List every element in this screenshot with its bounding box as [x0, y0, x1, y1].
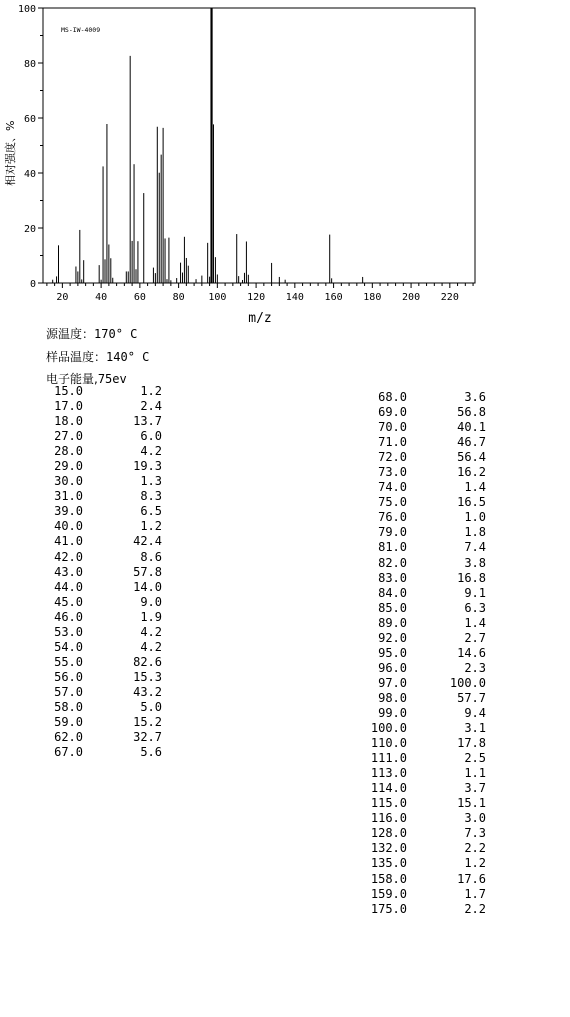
peak-mz: 72.0	[378, 450, 407, 465]
peak-intensity: 40.1	[457, 420, 486, 435]
peak-mz: 68.0	[378, 390, 407, 404]
peak-mz: 59.0	[54, 715, 83, 730]
peak-row	[360, 887, 486, 902]
peak-mz: 43.0	[54, 564, 83, 579]
peak-mz: 57.0	[54, 684, 83, 699]
peak-intensity: 1.2	[140, 384, 162, 398]
peak-row	[40, 655, 162, 670]
peak-row	[360, 721, 486, 736]
x-tick-label: 220	[440, 292, 459, 303]
peak-mz: 159.0	[370, 886, 407, 901]
peak-row	[40, 595, 162, 610]
peak-intensity: 1.3	[140, 474, 162, 489]
peak-row	[360, 872, 486, 887]
peak-intensity: 2.5	[464, 751, 486, 766]
peak-intensity: 15.3	[133, 669, 162, 684]
peak-intensity: 9.1	[464, 585, 486, 600]
peak-intensity: 8.3	[140, 489, 162, 504]
peak-intensity: 3.6	[464, 390, 486, 404]
peak-intensity: 1.8	[464, 525, 486, 540]
peak-row	[360, 435, 486, 450]
peak-row	[40, 399, 162, 414]
peak-mz: 96.0	[378, 660, 407, 675]
peak-row	[40, 429, 162, 444]
peak-mz: 97.0	[378, 675, 407, 690]
peak-intensity: 17.6	[457, 871, 486, 886]
peak-intensity: 82.6	[133, 654, 162, 669]
peak-intensity: 1.9	[140, 609, 162, 624]
peak-row	[360, 902, 486, 917]
peak-intensity: 1.4	[464, 480, 486, 495]
peak-intensity: 1.4	[464, 615, 486, 630]
peak-row	[360, 510, 486, 525]
peak-intensity: 16.5	[457, 495, 486, 510]
peak-intensity: 1.1	[464, 766, 486, 781]
peak-mz: 116.0	[370, 811, 407, 826]
x-tick-label: 60	[133, 292, 146, 303]
peak-intensity: 6.3	[464, 600, 486, 615]
peak-mz: 27.0	[54, 429, 83, 444]
peak-mz: 82.0	[378, 555, 407, 570]
peak-mz: 81.0	[378, 540, 407, 555]
peak-mz: 40.0	[54, 519, 83, 534]
peak-intensity: 16.8	[457, 570, 486, 585]
peak-mz: 58.0	[54, 699, 83, 714]
peak-mz: 44.0	[54, 579, 83, 594]
peak-row	[40, 610, 162, 625]
peak-mz: 29.0	[54, 459, 83, 474]
x-tick-label: 200	[402, 292, 421, 303]
peak-row	[360, 781, 486, 796]
y-axis-label: 相对强度、%	[4, 120, 17, 186]
peak-mz: 70.0	[378, 420, 407, 435]
peak-intensity: 1.0	[464, 510, 486, 525]
peak-row	[360, 571, 486, 586]
peak-mz: 75.0	[378, 495, 407, 510]
x-tick-label: 20	[56, 292, 69, 303]
peak-table-right	[360, 390, 486, 917]
peak-mz: 69.0	[378, 405, 407, 420]
x-tick-label: 40	[95, 292, 108, 303]
peak-row	[40, 384, 162, 399]
y-tick-label: 80	[23, 59, 36, 70]
peak-intensity: 1.2	[464, 856, 486, 871]
peak-row	[40, 715, 162, 730]
peak-intensity: 1.7	[464, 886, 486, 901]
peak-intensity: 5.0	[140, 699, 162, 714]
sample-temperature-value: 140° C	[106, 350, 150, 364]
peak-intensity: 2.7	[464, 630, 486, 645]
peak-intensity: 16.2	[457, 465, 486, 480]
peak-mz: 30.0	[54, 474, 83, 489]
peak-intensity: 3.1	[464, 721, 486, 736]
peak-mz: 158.0	[370, 871, 407, 886]
peak-row	[40, 489, 162, 504]
peak-intensity: 19.3	[133, 459, 162, 474]
peak-row	[360, 796, 486, 811]
peak-row	[40, 414, 162, 429]
peak-intensity: 14.6	[457, 645, 486, 660]
peak-row	[360, 525, 486, 540]
y-tick-label: 0	[29, 279, 36, 290]
peak-mz: 84.0	[378, 585, 407, 600]
peak-intensity: 5.6	[140, 745, 162, 760]
peak-mz: 45.0	[54, 594, 83, 609]
electron-energy-label: 电子能量,	[46, 372, 98, 386]
peak-mz: 56.0	[54, 669, 83, 684]
peak-row	[40, 640, 162, 655]
peak-mz: 31.0	[54, 489, 83, 504]
peak-mz: 113.0	[370, 766, 407, 781]
peak-row	[40, 474, 162, 489]
peak-row	[360, 841, 486, 856]
x-tick-label: 140	[285, 292, 304, 303]
peak-row	[360, 631, 486, 646]
peak-intensity: 4.2	[140, 624, 162, 639]
peak-intensity: 46.7	[457, 435, 486, 450]
peak-row	[360, 616, 486, 631]
peak-row	[360, 676, 486, 691]
peak-row	[360, 420, 486, 435]
peak-mz: 53.0	[54, 624, 83, 639]
peak-intensity: 1.2	[140, 519, 162, 534]
peak-row	[40, 519, 162, 534]
peak-mz: 62.0	[54, 730, 83, 745]
y-tick-label: 20	[23, 224, 36, 235]
peak-row	[360, 751, 486, 766]
peak-row	[360, 495, 486, 510]
peak-intensity: 3.8	[464, 555, 486, 570]
peak-intensity: 2.2	[464, 841, 486, 856]
peak-row	[40, 565, 162, 580]
peak-mz: 132.0	[370, 841, 407, 856]
y-axis	[18, 4, 43, 290]
peak-row	[40, 550, 162, 565]
peak-intensity: 4.2	[140, 639, 162, 654]
x-tick-label: 120	[247, 292, 266, 303]
sample-temperature	[46, 348, 149, 365]
peak-mz: 39.0	[54, 504, 83, 519]
peak-intensity: 57.7	[457, 690, 486, 705]
peak-mz: 114.0	[370, 781, 407, 796]
peak-mz: 92.0	[378, 630, 407, 645]
peak-row	[360, 480, 486, 495]
peak-row	[360, 706, 486, 721]
peak-intensity: 56.8	[457, 405, 486, 420]
spectrum-code: MS-IW-4009	[61, 26, 101, 34]
x-tick-label: 80	[172, 292, 185, 303]
peak-mz: 73.0	[378, 465, 407, 480]
peak-intensity: 8.6	[140, 549, 162, 564]
source-temperature-value: 170° C	[94, 327, 138, 341]
peak-row	[40, 534, 162, 549]
sample-temperature-label: 样品温度：	[46, 350, 107, 364]
peak-mz: 42.0	[54, 549, 83, 564]
x-axis	[47, 283, 473, 303]
x-tick-label: 160	[324, 292, 343, 303]
peak-mz: 100.0	[370, 721, 407, 736]
peak-mz: 175.0	[370, 901, 407, 916]
y-tick-label: 40	[23, 169, 36, 180]
peak-intensity: 9.0	[140, 594, 162, 609]
peak-mz: 128.0	[370, 826, 407, 841]
peak-row	[360, 540, 486, 555]
peak-row	[40, 580, 162, 595]
peak-intensity: 2.2	[464, 901, 486, 916]
peak-intensity: 57.8	[133, 564, 162, 579]
peak-mz: 28.0	[54, 444, 83, 459]
peak-mz: 110.0	[370, 736, 407, 751]
electron-energy-value: 75ev	[97, 372, 127, 386]
peak-intensity: 3.7	[464, 781, 486, 796]
peak-mz: 99.0	[378, 705, 407, 720]
peak-intensity: 7.4	[464, 540, 486, 555]
peak-intensity: 42.4	[133, 534, 162, 549]
peak-row	[360, 465, 486, 480]
peak-row	[360, 736, 486, 751]
peak-mz: 55.0	[54, 654, 83, 669]
peak-mz: 83.0	[378, 570, 407, 585]
peak-intensity: 17.8	[457, 736, 486, 751]
peak-row	[360, 691, 486, 706]
x-tick-label: 100	[208, 292, 227, 303]
peak-row	[360, 661, 486, 676]
peak-intensity: 14.0	[133, 579, 162, 594]
peak-mz: 115.0	[370, 796, 407, 811]
peak-mz: 76.0	[378, 510, 407, 525]
peak-row	[360, 811, 486, 826]
peak-row	[40, 625, 162, 640]
plot-border	[43, 8, 475, 283]
mass-spectrum-chart	[0, 0, 570, 330]
peak-row	[360, 450, 486, 465]
peak-intensity: 6.5	[140, 504, 162, 519]
peak-row	[360, 601, 486, 616]
peak-table-left	[40, 384, 162, 760]
peak-mz: 95.0	[378, 645, 407, 660]
source-temperature	[46, 325, 137, 342]
peak-mz: 18.0	[54, 414, 83, 429]
peak-row	[360, 646, 486, 661]
x-axis-label: m/z	[248, 311, 272, 326]
peak-row	[360, 766, 486, 781]
peak-row	[360, 856, 486, 871]
peak-mz: 46.0	[54, 609, 83, 624]
peak-row	[360, 586, 486, 601]
peak-row	[40, 745, 162, 760]
peak-row	[360, 556, 486, 571]
plot-frame	[43, 8, 475, 283]
peak-intensity: 2.3	[464, 660, 486, 675]
peak-intensity: 4.2	[140, 444, 162, 459]
peak-row	[360, 826, 486, 841]
y-tick-label: 60	[23, 114, 36, 125]
peak-intensity: 15.1	[457, 796, 486, 811]
peak-mz: 17.0	[54, 399, 83, 414]
peak-row	[360, 405, 486, 420]
peak-intensity: 13.7	[133, 414, 162, 429]
peak-mz: 85.0	[378, 600, 407, 615]
peak-intensity: 32.7	[133, 730, 162, 745]
peak-mz: 71.0	[378, 435, 407, 450]
peak-row	[40, 504, 162, 519]
peak-intensity: 15.2	[133, 715, 162, 730]
peak-mz: 41.0	[54, 534, 83, 549]
peak-mz: 54.0	[54, 639, 83, 654]
peak-mz: 111.0	[370, 751, 407, 766]
peak-mz: 135.0	[370, 856, 407, 871]
x-tick-label: 180	[363, 292, 382, 303]
peak-mz: 89.0	[378, 615, 407, 630]
peak-intensity: 9.4	[464, 705, 486, 720]
peak-row	[40, 459, 162, 474]
peak-intensity: 3.0	[464, 811, 486, 826]
peak-mz: 79.0	[378, 525, 407, 540]
peak-intensity: 7.3	[464, 826, 486, 841]
y-tick-label: 100	[17, 4, 36, 15]
peak-mz: 15.0	[54, 384, 83, 398]
peak-row	[360, 390, 486, 405]
peak-row	[40, 730, 162, 745]
peak-intensity: 6.0	[140, 429, 162, 444]
peak-intensity: 100.0	[449, 675, 486, 690]
peak-row	[40, 670, 162, 685]
peak-row	[40, 700, 162, 715]
peak-mz: 98.0	[378, 690, 407, 705]
peak-intensity: 2.4	[140, 399, 162, 414]
source-temperature-label: 源温度：	[46, 327, 95, 341]
peak-mz: 67.0	[54, 745, 83, 760]
peak-intensity: 43.2	[133, 684, 162, 699]
peak-row	[40, 685, 162, 700]
peak-intensity: 56.4	[457, 450, 486, 465]
peak-mz: 74.0	[378, 480, 407, 495]
peak-row	[40, 444, 162, 459]
spectrum-peaks	[53, 8, 363, 283]
